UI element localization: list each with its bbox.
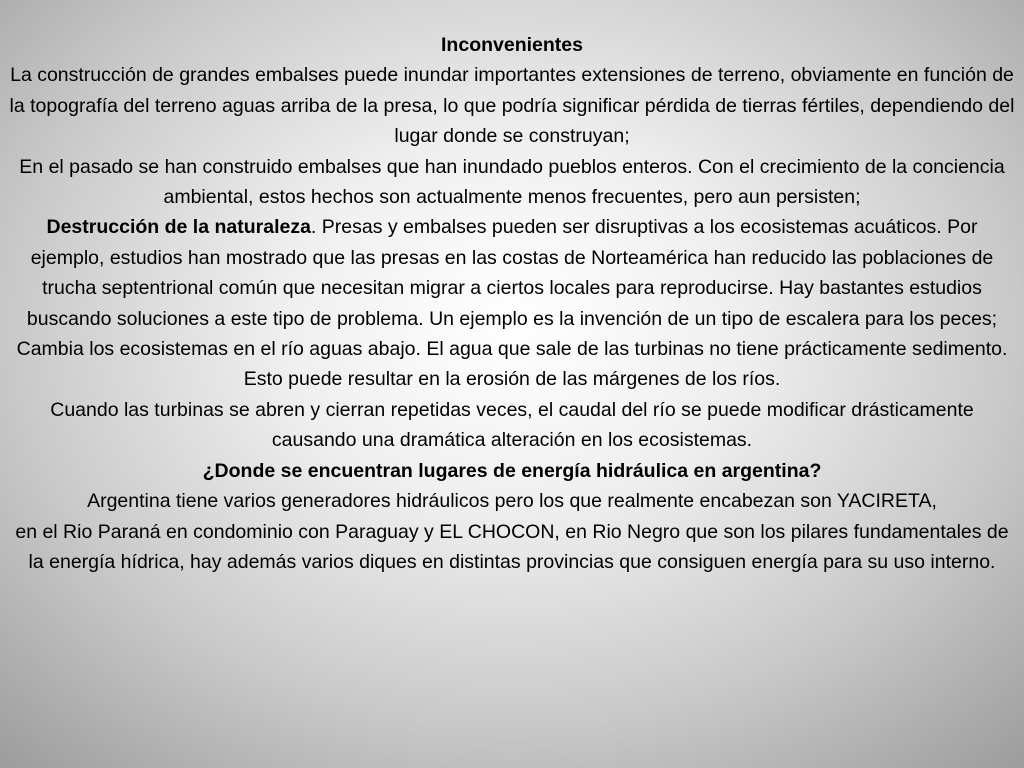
question-heading: ¿Donde se encuentran lugares de energía hidráulica en argentina? <box>202 459 822 482</box>
slide-title: Inconvenientes <box>441 34 583 56</box>
nature-destruction-heading: Destrucción de la naturaleza <box>46 216 311 239</box>
slide-body <box>8 30 1016 577</box>
paragraph-turbines: Cuando las turbinas se abren y cierran repetidas veces, el caudal del río se puede modificar drásticamente causando una dramática alteración en los ecosistemas. <box>50 398 974 452</box>
nature-destruction-text: . Presas y embalses pueden ser disruptivas a los ecosistemas acuáticos. Por ejemplo, estudios han mostrado que las presas en las costas de Norteamérica han reducido las poblaciones de trucha septentrional común que necesitan migrar a ciertos locales para reproducirse. Hay bastantes estudios buscando soluciones a este tipo de problema. Un ejemplo es la invención de un tipo de escalera para los peces; <box>26 216 998 330</box>
paragraph-flooding: La construcción de grandes embalses puede inundar importantes extensiones de terreno, obviamente en función de la topografía del terreno aguas arriba de la presa, lo que podría significar pérdida de tierras fértiles, dependiendo del lugar donde se construyan; <box>9 64 1015 148</box>
paragraph-ecosystem-change: Cambia los ecosistemas en el río aguas abajo. El agua que sale de las turbinas no tiene prácticamente sedimento. Esto puede resultar en la erosión de las márgenes de los ríos. <box>16 338 1008 391</box>
paragraph-argentina-generators: Argentina tiene varios generadores hidráulicos pero los que realmente encabezan son YACIRETA, <box>87 490 937 513</box>
paragraph-nature-destruction <box>8 212 1016 334</box>
paragraph-towns-flooded: En el pasado se han construido embalses que han inundado pueblos enteros. Con el crecimiento de la conciencia ambiental, estos hechos son actualmente menos frecuentes, pero aun persisten; <box>19 155 1005 209</box>
paragraph-parana-chocon: en el Rio Paraná en condominio con Paraguay y EL CHOCON, en Rio Negro que son los pilares fundamentales de la energía hídrica, hay además varios diques en distintas provincias que consiguen energía para su uso interno. <box>15 520 1009 573</box>
